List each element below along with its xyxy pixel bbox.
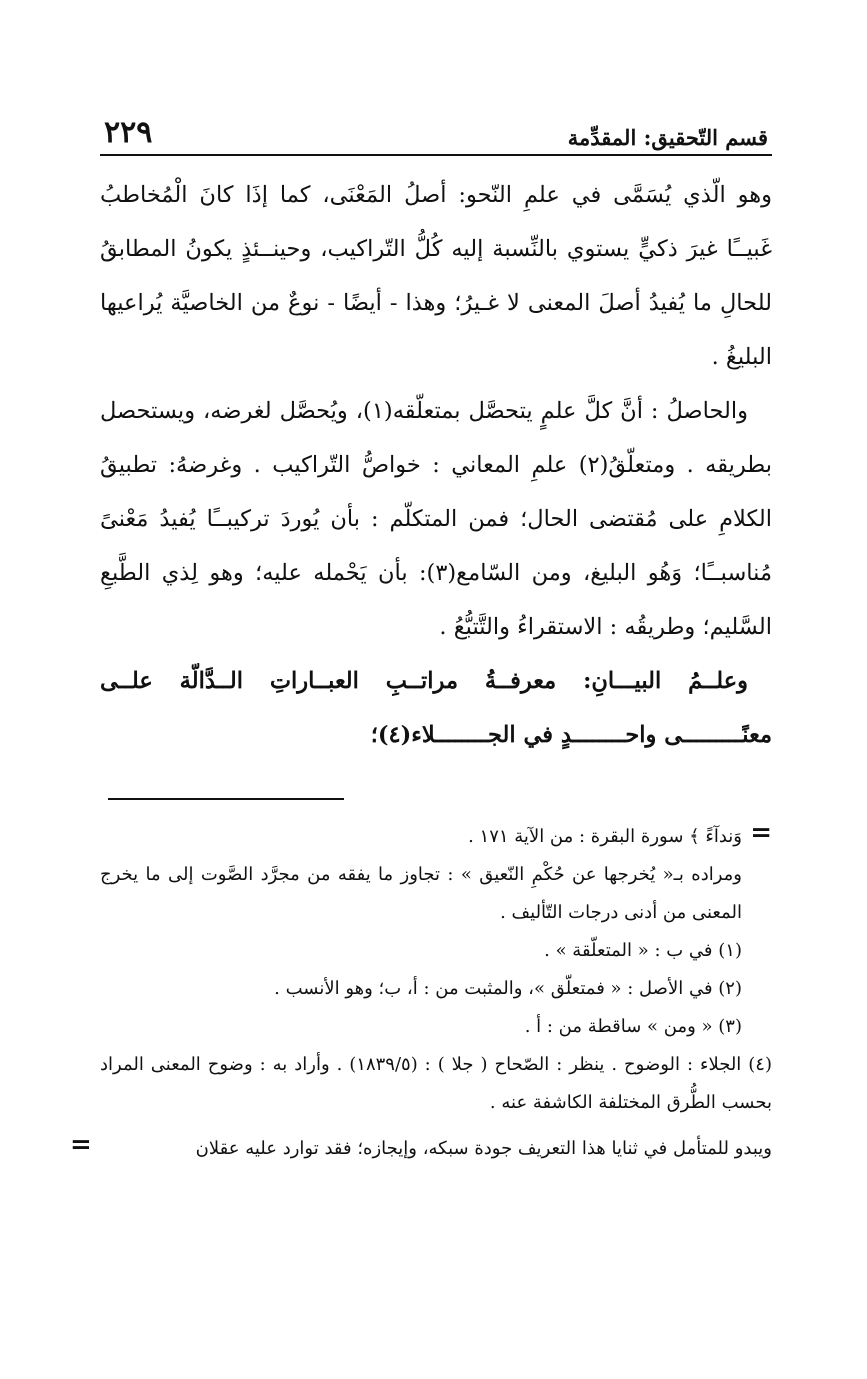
running-title: قسم التّحقيق: المقدِّمة: [567, 125, 768, 150]
page-number: ٢٢٩: [104, 115, 153, 150]
book-page: [100, 108, 772, 1168]
footnote-rule: [108, 798, 344, 800]
footnote-1: (١) في ب : « المتعلّقة » .: [544, 940, 742, 961]
footnote-2: (٢) في الأصل : « فمتعلّق »، والمثبت من : أ، ب؛ وهو الأنسب .: [274, 978, 742, 999]
paragraph-2: والحاصلُ : أنَّ كلَّ علمٍ يتحصَّل بمتعلّقه(١)، ويُحصَّل لغرضه، ويستحصل بطريقه . ومتعلّقُ(٢) علمِ المعاني : خواصُّ التّراكيب . وغرضهُ: تطبيقُ الكلامِ على مُقتضى الحال؛ فمن المتكلّم : بأن يُوردَ تركيبــًا يُفيدُ مَعْنىً مُناسبــًا؛ وَهُو البليغ، ومن السّامع(٣): بأن يَحْمله عليه؛ وهو لِذي الطَّبعِ السَّليم؛ وطريقُه : الاستقراءُ والتَّتبُّعُ .: [100, 398, 773, 640]
page-header: [100, 108, 772, 156]
footnote-4: (٤) الجلاء : الوضوح . ينظر : الصّحاح ( جلا ) : (١٨٣٩/٥) . وأراد به : وضوح المعنى المراد بحسب الطُّرق المختلفة الكاشفة عنه .: [100, 1054, 772, 1113]
paragraph-3-definition: وعلــمُ البيـــانِ: معرفــةُ مراتــبِ العبــاراتِ الــدَّالّة علــى معنًـــــــــى واحــــــــدٍ في الجــــــــلاء(٤)؛: [100, 668, 772, 748]
footnote-continuation-text: ومراده بـ« يُخرجها عن حُكْمِ النّعيق » : تجاوز ما يفقه من مجرَّد الصَّوت إلى ما يخرج المعنى من أدنى درجات التّأليف .: [100, 864, 742, 923]
paragraph-1: وهو الّذي يُسَمَّى في علمِ النّحو: أصلُ المَعْنَى، كما إذَا كانَ الْمُخاطبُ غَبيــًا غيرَ ذكيٍّ يستوي بالنِّسبة إليه كُلُّ التّراكيب، وحينــئذٍ يكونُ المطابقُ للحالِ ما يُفيدُ أصلَ المعنى لا غـيرُ؛ وهذا - أيضًا - نوعٌ من الخاصيَّة يُراعيها البليغُ .: [100, 182, 772, 370]
footnote-continuation: = وَندآءً ﴾ سورة البقرة : من الآية ١٧١ .: [100, 818, 772, 856]
footnotes: [100, 818, 772, 1168]
footnote-3: (٣) « ومن » ساقطة من : أ .: [524, 1016, 742, 1037]
main-text: [100, 168, 772, 762]
footnote-4-continued: ويبدو للمتأمل في ثنايا هذا التعريف جودة سبكه، وإيجازه؛ فقد توارد عليه عقلان =: [100, 1130, 772, 1168]
footnote-separator: [100, 798, 772, 800]
